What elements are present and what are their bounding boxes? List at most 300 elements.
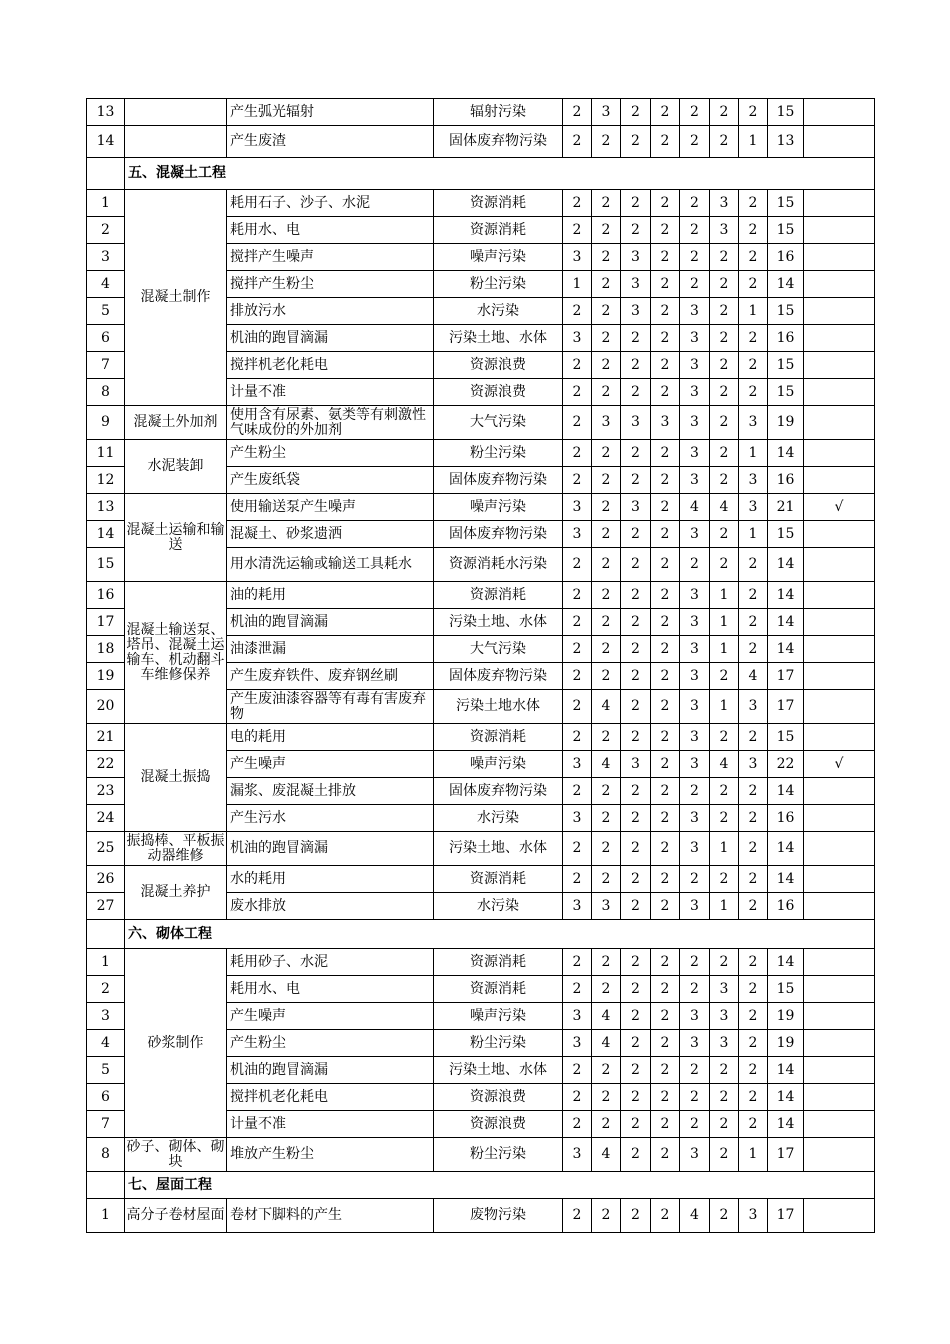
score-cell: 2 <box>563 298 592 325</box>
score-cell: 2 <box>651 521 680 548</box>
score-cell: 2 <box>651 690 680 724</box>
score-cell: 2 <box>651 609 680 636</box>
score-cell: 2 <box>710 325 739 352</box>
score-cell: 1 <box>739 1138 768 1172</box>
score-cell: 2 <box>563 467 592 494</box>
activity-cell: 计量不准 <box>227 1111 434 1138</box>
score-cell: 3 <box>680 832 710 866</box>
impact-cell: 资源浪费 <box>434 1084 563 1111</box>
score-cell: 2 <box>739 949 768 976</box>
score-cell: 2 <box>739 352 768 379</box>
total-score: 16 <box>768 325 804 352</box>
impact-cell: 固体废弃物污染 <box>434 663 563 690</box>
total-score: 14 <box>768 582 804 609</box>
score-cell: 2 <box>680 1084 710 1111</box>
score-cell: 2 <box>563 379 592 406</box>
category-cell: 水泥装卸 <box>125 440 227 494</box>
score-cell: 3 <box>739 406 768 440</box>
category-cell: 混凝土振捣 <box>125 724 227 832</box>
score-cell: 2 <box>739 271 768 298</box>
item-number: 12 <box>87 467 125 494</box>
section-title: 六、砌体工程 <box>125 920 875 949</box>
score-cell: 2 <box>739 1084 768 1111</box>
significance-mark <box>804 325 875 352</box>
activity-cell: 使用输送泵产生噪声 <box>227 494 434 521</box>
significance-mark <box>804 1199 875 1233</box>
item-number: 14 <box>87 521 125 548</box>
score-cell: 3 <box>680 440 710 467</box>
score-cell: 2 <box>563 440 592 467</box>
significance-mark <box>804 244 875 271</box>
score-cell: 2 <box>739 866 768 893</box>
activity-cell: 搅拌机老化耗电 <box>227 1084 434 1111</box>
score-cell: 3 <box>563 244 592 271</box>
score-cell: 2 <box>710 126 739 158</box>
score-cell: 1 <box>739 521 768 548</box>
total-score: 19 <box>768 406 804 440</box>
score-cell: 2 <box>710 440 739 467</box>
total-score: 15 <box>768 379 804 406</box>
score-cell: 2 <box>592 805 621 832</box>
score-cell: 2 <box>739 244 768 271</box>
score-cell: 3 <box>680 636 710 663</box>
score-cell: 2 <box>563 609 592 636</box>
item-number: 3 <box>87 244 125 271</box>
score-cell: 1 <box>710 636 739 663</box>
impact-cell: 资源消耗 <box>434 949 563 976</box>
activity-cell: 废水排放 <box>227 893 434 920</box>
impact-cell: 粉尘污染 <box>434 1138 563 1172</box>
section-row <box>87 158 875 190</box>
section-title: 五、混凝土工程 <box>125 158 875 190</box>
score-cell: 2 <box>651 271 680 298</box>
score-cell: 2 <box>651 244 680 271</box>
score-cell: 2 <box>621 521 651 548</box>
activity-cell: 产生废纸袋 <box>227 467 434 494</box>
activity-cell: 堆放产生粉尘 <box>227 1138 434 1172</box>
score-cell: 2 <box>563 724 592 751</box>
score-cell: 3 <box>621 406 651 440</box>
significance-mark <box>804 379 875 406</box>
score-cell: 2 <box>563 832 592 866</box>
score-cell: 2 <box>651 190 680 217</box>
score-cell: 2 <box>651 893 680 920</box>
impact-cell: 资源消耗 <box>434 582 563 609</box>
significance-mark <box>804 1084 875 1111</box>
score-cell: 2 <box>592 126 621 158</box>
score-cell: 2 <box>592 325 621 352</box>
score-cell: 2 <box>651 217 680 244</box>
significance-mark <box>804 805 875 832</box>
activity-cell: 机油的跑冒滴漏 <box>227 832 434 866</box>
score-cell: 2 <box>651 298 680 325</box>
score-cell: 2 <box>651 126 680 158</box>
activity-cell: 耗用水、电 <box>227 976 434 1003</box>
score-cell: 3 <box>621 494 651 521</box>
score-cell: 2 <box>651 379 680 406</box>
item-number: 2 <box>87 217 125 244</box>
total-score: 17 <box>768 690 804 724</box>
total-score: 14 <box>768 609 804 636</box>
total-score: 17 <box>768 1199 804 1233</box>
score-cell: 2 <box>680 976 710 1003</box>
score-cell: 2 <box>651 663 680 690</box>
score-cell: 2 <box>680 190 710 217</box>
score-cell: 2 <box>680 126 710 158</box>
score-cell: 2 <box>592 1057 621 1084</box>
score-cell: 2 <box>621 976 651 1003</box>
item-number: 7 <box>87 1111 125 1138</box>
score-cell: 3 <box>651 406 680 440</box>
score-cell: 4 <box>592 751 621 778</box>
score-cell: 3 <box>563 805 592 832</box>
score-cell: 2 <box>680 1057 710 1084</box>
score-cell: 2 <box>563 99 592 126</box>
total-score: 16 <box>768 467 804 494</box>
significance-mark <box>804 636 875 663</box>
item-number: 1 <box>87 949 125 976</box>
impact-cell: 水污染 <box>434 298 563 325</box>
score-cell: 2 <box>621 190 651 217</box>
total-score: 15 <box>768 298 804 325</box>
score-cell: 2 <box>592 548 621 582</box>
score-cell: 2 <box>710 805 739 832</box>
item-number: 5 <box>87 298 125 325</box>
item-number: 5 <box>87 1057 125 1084</box>
score-cell: 2 <box>680 244 710 271</box>
item-number: 15 <box>87 548 125 582</box>
score-cell: 2 <box>651 1030 680 1057</box>
item-number: 8 <box>87 379 125 406</box>
impact-cell: 粉尘污染 <box>434 271 563 298</box>
score-cell: 2 <box>680 271 710 298</box>
item-number: 4 <box>87 1030 125 1057</box>
impact-cell: 固体废弃物污染 <box>434 467 563 494</box>
category-cell <box>125 126 227 158</box>
score-cell: 2 <box>621 1111 651 1138</box>
score-cell: 2 <box>651 866 680 893</box>
activity-cell: 产生粉尘 <box>227 1030 434 1057</box>
score-cell: 2 <box>563 1199 592 1233</box>
environmental-factor-table <box>86 98 875 1233</box>
score-cell: 2 <box>710 724 739 751</box>
significance-mark <box>804 298 875 325</box>
score-cell: 3 <box>710 976 739 1003</box>
score-cell: 2 <box>651 976 680 1003</box>
score-cell: 3 <box>563 751 592 778</box>
item-number: 17 <box>87 609 125 636</box>
total-score: 19 <box>768 1003 804 1030</box>
table-row <box>87 949 875 976</box>
score-cell: 3 <box>739 494 768 521</box>
score-cell: 2 <box>592 217 621 244</box>
score-cell: 2 <box>592 663 621 690</box>
significance-mark <box>804 1111 875 1138</box>
activity-cell: 混凝土、砂浆遗洒 <box>227 521 434 548</box>
score-cell: 2 <box>739 548 768 582</box>
activity-cell: 计量不准 <box>227 379 434 406</box>
significance-mark <box>804 1138 875 1172</box>
significance-mark <box>804 1003 875 1030</box>
section-row <box>87 920 875 949</box>
score-cell: 3 <box>680 1003 710 1030</box>
impact-cell: 大气污染 <box>434 406 563 440</box>
table-row <box>87 126 875 158</box>
score-cell: 2 <box>563 778 592 805</box>
impact-cell: 资源浪费 <box>434 1111 563 1138</box>
significance-mark <box>804 893 875 920</box>
score-cell: 2 <box>563 352 592 379</box>
significance-mark <box>804 582 875 609</box>
total-score: 15 <box>768 217 804 244</box>
activity-cell: 耗用砂子、水泥 <box>227 949 434 976</box>
score-cell: 2 <box>710 271 739 298</box>
score-cell: 2 <box>651 548 680 582</box>
total-score: 16 <box>768 244 804 271</box>
score-cell: 2 <box>651 1111 680 1138</box>
score-cell: 2 <box>710 866 739 893</box>
impact-cell: 固体废弃物污染 <box>434 126 563 158</box>
category-cell: 混凝土养护 <box>125 866 227 920</box>
total-score: 19 <box>768 1030 804 1057</box>
score-cell: 2 <box>739 832 768 866</box>
score-cell: 2 <box>592 521 621 548</box>
score-cell: 3 <box>739 1199 768 1233</box>
score-cell: 2 <box>592 1111 621 1138</box>
score-cell: 2 <box>680 1111 710 1138</box>
score-cell: 2 <box>621 724 651 751</box>
impact-cell: 噪声污染 <box>434 244 563 271</box>
score-cell: 2 <box>739 99 768 126</box>
activity-cell: 产生废弃铁件、废弃钢丝刷 <box>227 663 434 690</box>
score-cell: 2 <box>739 190 768 217</box>
score-cell: 2 <box>621 1003 651 1030</box>
score-cell: 3 <box>710 1030 739 1057</box>
total-score: 21 <box>768 494 804 521</box>
score-cell: 3 <box>563 1138 592 1172</box>
score-cell: 2 <box>651 724 680 751</box>
activity-cell: 油的耗用 <box>227 582 434 609</box>
total-score: 13 <box>768 126 804 158</box>
score-cell: 2 <box>651 440 680 467</box>
impact-cell: 资源消耗 <box>434 724 563 751</box>
score-cell: 2 <box>592 582 621 609</box>
section-row <box>87 1172 875 1199</box>
impact-cell: 噪声污染 <box>434 1003 563 1030</box>
score-cell: 2 <box>592 609 621 636</box>
score-cell: 3 <box>680 663 710 690</box>
item-number: 3 <box>87 1003 125 1030</box>
table-row <box>87 1138 875 1172</box>
significance-mark <box>804 1030 875 1057</box>
score-cell: 3 <box>621 298 651 325</box>
total-score: 14 <box>768 548 804 582</box>
significance-mark <box>804 521 875 548</box>
score-cell: 2 <box>621 548 651 582</box>
evaluation-table-wrapper <box>86 98 874 1233</box>
score-cell: 2 <box>651 99 680 126</box>
impact-cell: 固体废弃物污染 <box>434 521 563 548</box>
significance-mark <box>804 467 875 494</box>
score-cell: 3 <box>739 690 768 724</box>
total-score: 16 <box>768 893 804 920</box>
item-number: 21 <box>87 724 125 751</box>
total-score: 22 <box>768 751 804 778</box>
score-cell: 2 <box>680 778 710 805</box>
item-number: 22 <box>87 751 125 778</box>
impact-cell: 水污染 <box>434 893 563 920</box>
item-number: 8 <box>87 1138 125 1172</box>
score-cell: 2 <box>621 352 651 379</box>
activity-cell: 搅拌产生粉尘 <box>227 271 434 298</box>
score-cell: 1 <box>710 832 739 866</box>
score-cell: 2 <box>592 467 621 494</box>
score-cell: 3 <box>710 217 739 244</box>
score-cell: 4 <box>710 751 739 778</box>
score-cell: 2 <box>710 244 739 271</box>
score-cell: 3 <box>680 893 710 920</box>
score-cell: 2 <box>739 1030 768 1057</box>
activity-cell: 产生噪声 <box>227 1003 434 1030</box>
score-cell: 2 <box>651 1138 680 1172</box>
activity-cell: 卷材下脚料的产生 <box>227 1199 434 1233</box>
score-cell: 3 <box>680 352 710 379</box>
score-cell: 2 <box>710 778 739 805</box>
item-number: 25 <box>87 832 125 866</box>
activity-cell: 搅拌机老化耗电 <box>227 352 434 379</box>
impact-cell: 粉尘污染 <box>434 440 563 467</box>
total-score: 14 <box>768 1057 804 1084</box>
score-cell: 2 <box>621 99 651 126</box>
item-number: 1 <box>87 190 125 217</box>
activity-cell: 用水清洗运输或输送工具耗水 <box>227 548 434 582</box>
score-cell: 2 <box>563 866 592 893</box>
category-cell: 砂子、砌体、砌块 <box>126 1138 225 1170</box>
score-cell: 2 <box>710 467 739 494</box>
score-cell: 2 <box>592 271 621 298</box>
score-cell: 3 <box>680 1030 710 1057</box>
activity-cell: 机油的跑冒滴漏 <box>227 1057 434 1084</box>
total-score: 14 <box>768 1084 804 1111</box>
category-cell <box>125 99 227 126</box>
table-row <box>87 582 875 609</box>
significance-mark <box>804 440 875 467</box>
score-cell: 2 <box>739 1111 768 1138</box>
significance-mark <box>804 190 875 217</box>
score-cell: 2 <box>621 866 651 893</box>
score-cell: 3 <box>563 1030 592 1057</box>
total-score: 15 <box>768 190 804 217</box>
score-cell: 2 <box>592 440 621 467</box>
table-row <box>87 724 875 751</box>
score-cell: 2 <box>739 778 768 805</box>
score-cell: 2 <box>739 582 768 609</box>
score-cell: 2 <box>710 1057 739 1084</box>
score-cell: 2 <box>739 325 768 352</box>
score-cell: 2 <box>592 494 621 521</box>
significance-mark <box>804 724 875 751</box>
total-score: 15 <box>768 352 804 379</box>
score-cell: 1 <box>710 893 739 920</box>
score-cell: 2 <box>651 582 680 609</box>
score-cell: 2 <box>680 217 710 244</box>
score-cell: 2 <box>739 893 768 920</box>
table-body <box>87 99 875 1233</box>
score-cell: 2 <box>592 1199 621 1233</box>
score-cell: 3 <box>680 690 710 724</box>
score-cell: 2 <box>563 406 592 440</box>
impact-cell: 噪声污染 <box>434 494 563 521</box>
category-cell: 混凝土制作 <box>125 190 227 406</box>
score-cell: 2 <box>592 832 621 866</box>
activity-cell: 机油的跑冒滴漏 <box>227 609 434 636</box>
significance-mark: √ <box>804 751 875 778</box>
activity-cell: 耗用石子、沙子、水泥 <box>227 190 434 217</box>
activity-cell: 产生废渣 <box>227 126 434 158</box>
significance-mark <box>804 352 875 379</box>
score-cell: 2 <box>621 126 651 158</box>
impact-cell: 污染土地、水体 <box>434 325 563 352</box>
score-cell: 2 <box>739 609 768 636</box>
impact-cell: 粉尘污染 <box>434 1030 563 1057</box>
impact-cell: 资源消耗水污染 <box>434 548 563 582</box>
total-score: 14 <box>768 949 804 976</box>
score-cell: 2 <box>621 1138 651 1172</box>
score-cell: 2 <box>680 866 710 893</box>
score-cell: 2 <box>710 352 739 379</box>
score-cell: 2 <box>710 663 739 690</box>
category-cell: 混凝土输送泵、塔吊、混凝土运输车、机动翻斗车维修保养 <box>125 582 227 724</box>
score-cell: 2 <box>621 949 651 976</box>
activity-cell: 产生污水 <box>227 805 434 832</box>
score-cell: 2 <box>651 751 680 778</box>
score-cell: 2 <box>592 379 621 406</box>
table-row <box>87 406 875 440</box>
score-cell: 2 <box>563 1111 592 1138</box>
score-cell: 2 <box>710 1084 739 1111</box>
score-cell: 2 <box>563 636 592 663</box>
score-cell: 2 <box>651 805 680 832</box>
activity-cell: 耗用水、电 <box>227 217 434 244</box>
score-cell: 2 <box>592 636 621 663</box>
score-cell: 3 <box>680 325 710 352</box>
item-number: 9 <box>87 406 125 440</box>
table-row <box>87 440 875 467</box>
activity-cell: 产生弧光辐射 <box>227 99 434 126</box>
score-cell: 2 <box>563 690 592 724</box>
score-cell: 2 <box>621 636 651 663</box>
impact-cell: 资源消耗 <box>434 217 563 244</box>
score-cell: 2 <box>592 778 621 805</box>
total-score: 15 <box>768 99 804 126</box>
activity-cell: 机油的跑冒滴漏 <box>227 325 434 352</box>
score-cell: 1 <box>739 126 768 158</box>
activity-cell: 漏浆、废混凝土排放 <box>227 778 434 805</box>
total-score: 17 <box>768 663 804 690</box>
score-cell: 4 <box>680 494 710 521</box>
table-row <box>87 99 875 126</box>
score-cell: 3 <box>621 751 651 778</box>
item-number: 2 <box>87 976 125 1003</box>
score-cell: 2 <box>621 379 651 406</box>
impact-cell: 资源消耗 <box>434 976 563 1003</box>
score-cell: 2 <box>680 949 710 976</box>
impact-cell: 污染土地、水体 <box>434 832 563 866</box>
table-row <box>87 190 875 217</box>
item-number: 7 <box>87 352 125 379</box>
significance-mark: √ <box>804 494 875 521</box>
score-cell: 2 <box>592 244 621 271</box>
